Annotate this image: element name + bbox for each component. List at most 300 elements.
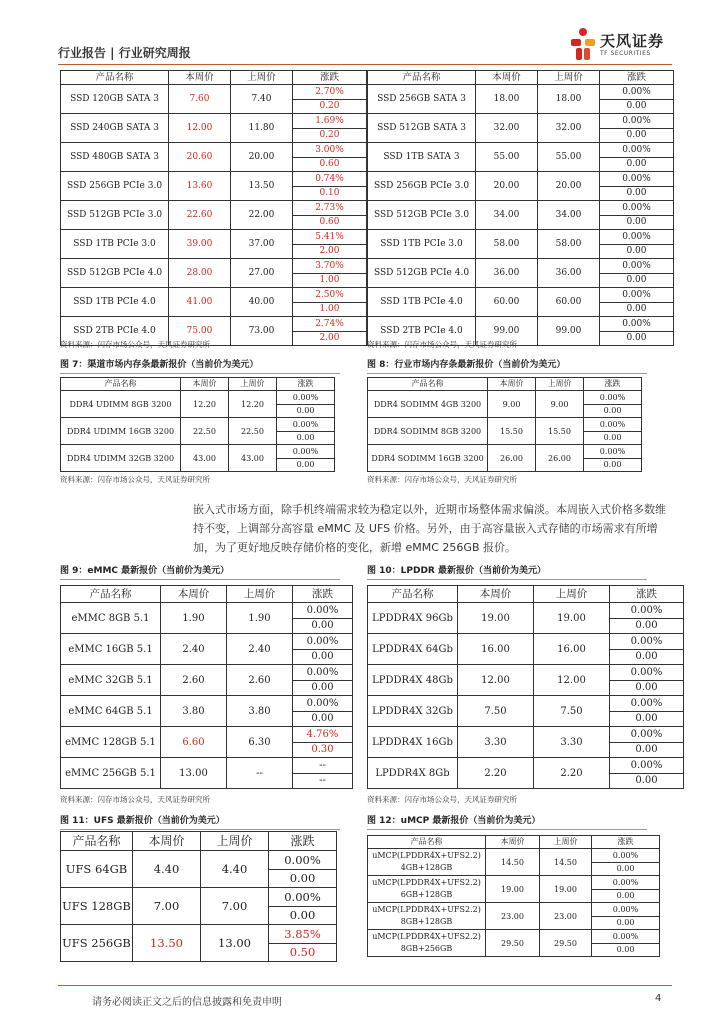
previous-price: 4.40	[221, 862, 248, 876]
product-name: SSD 512GB PCIe 3.0	[373, 210, 470, 220]
previous-price: 55.00	[555, 152, 582, 162]
figure-caption: 图 9：eMMC 最新报价（当前价为美元）	[60, 566, 230, 576]
table-row	[61, 391, 335, 418]
current-price: 28.00	[186, 268, 213, 278]
change-percent: 0.00%	[293, 697, 352, 712]
table-header-row	[61, 832, 337, 851]
column-header: 产品名称	[104, 379, 137, 388]
product-name: eMMC 32GB 5.1	[68, 674, 153, 686]
table-row	[368, 696, 684, 727]
previous-price: 19.00	[557, 612, 586, 624]
table-header-row	[368, 586, 684, 603]
change-amount: 0.60	[319, 216, 340, 227]
change-amount: 0.00	[635, 712, 658, 724]
caption-rule	[60, 829, 340, 830]
table-row	[368, 114, 674, 143]
previous-price: --	[256, 767, 263, 779]
current-price: 18.00	[493, 94, 520, 104]
current-price: 20.00	[493, 181, 520, 191]
current-price: 75.00	[186, 326, 213, 336]
previous-price: 73.00	[248, 326, 275, 336]
previous-price: 7.00	[221, 899, 248, 913]
previous-price: 6.30	[248, 736, 271, 748]
current-price: 55.00	[493, 152, 520, 162]
previous-price: 3.30	[560, 736, 583, 748]
report-category: 行业报告 | 行业研究周报	[58, 46, 191, 60]
previous-price: 12.20	[241, 399, 264, 409]
change-percent: 0.00%	[610, 728, 683, 743]
change-percent: 0.00%	[277, 419, 334, 432]
caption-rule	[60, 373, 340, 374]
table-row	[368, 391, 642, 418]
column-header: 上周价	[547, 379, 572, 388]
product-name: SSD 512GB PCIe 3.0	[66, 210, 163, 220]
previous-price: 58.00	[555, 239, 582, 249]
column-header: 涨跌	[626, 72, 646, 83]
current-price: 12.20	[193, 399, 216, 409]
change-amount: 0.30	[311, 743, 334, 755]
change-percent: 0.00%	[592, 850, 659, 863]
current-price: 58.00	[493, 239, 520, 249]
source-note: 资料来源：闪存市场公众号，天风证券研究所	[367, 340, 517, 349]
change-amount: 0.20	[319, 129, 340, 140]
table-row	[61, 143, 367, 172]
change-percent: 1.69%	[293, 115, 366, 129]
body-paragraph: 嵌入式市场方面，除手机终端需求较为稳定以外，近期市场整体需求偏淡。本周嵌入式价格多数维持不变，上调部分高容量 eMMC 及 UFS 价格。另外，由于高容量嵌入式存储的市场需求有所增加，为了更好地反映存储价格的变化，新增 eMMC 256GB 报价。	[193, 503, 666, 554]
change-percent: 3.00%	[293, 144, 366, 158]
current-price: 13.60	[186, 181, 213, 191]
figure-caption: 图 7：渠道市场内存条最新报价（当前价为美元）	[60, 360, 259, 370]
table-row	[61, 172, 367, 201]
logo-subtext: TF SECURITIES	[600, 50, 651, 57]
header-rule	[58, 64, 672, 65]
column-header: 涨跌	[290, 834, 315, 848]
change-percent: 0.00%	[610, 666, 683, 681]
previous-price: 27.00	[248, 268, 275, 278]
change-amount: 0.00	[296, 459, 315, 469]
table-header-row	[61, 586, 353, 603]
current-price: 20.60	[186, 152, 213, 162]
product-name: UFS 128GB	[62, 899, 131, 913]
table-row	[61, 288, 367, 317]
column-header: 涨跌	[312, 588, 333, 600]
change-percent: 0.00%	[600, 231, 673, 245]
current-price: 3.30	[484, 736, 507, 748]
logo-icon	[568, 26, 598, 62]
table-row	[61, 851, 337, 888]
column-header: 产品名称	[89, 588, 132, 600]
table-row	[368, 445, 642, 472]
ufs-table-panel	[60, 831, 337, 962]
column-header: 本周价	[499, 379, 524, 388]
product-name: DDR4 SODIMM 4GB 3200	[373, 399, 482, 409]
change-percent: 0.00%	[293, 604, 352, 619]
table-row	[61, 114, 367, 143]
change-amount: 0.00	[311, 619, 334, 631]
product-name: SSD 256GB PCIe 3.0	[66, 181, 163, 191]
table-row	[368, 876, 660, 903]
ssd-industry-table	[367, 70, 674, 346]
previous-price: 9.00	[550, 399, 569, 409]
column-header: 产品名称	[72, 834, 121, 848]
product-name: uMCP(LPDDR4X+UFS2.2)	[372, 905, 481, 914]
change-amount: 0.00	[296, 405, 315, 415]
previous-price: 32.00	[555, 123, 582, 133]
umcp-table	[367, 835, 660, 957]
caption-rule	[367, 579, 647, 580]
current-price: 29.50	[501, 938, 524, 948]
previous-price: 18.00	[555, 94, 582, 104]
table-row	[368, 230, 674, 259]
table-row	[61, 230, 367, 259]
change-percent: --	[293, 759, 352, 774]
current-price: 7.00	[153, 899, 180, 913]
change-amount: 0.00	[626, 187, 647, 198]
current-price: 16.00	[481, 643, 510, 655]
current-price: 7.50	[484, 705, 507, 717]
previous-price: 20.00	[248, 152, 275, 162]
change-amount: 0.00	[635, 774, 658, 786]
product-name: SSD 512GB SATA 3	[377, 123, 466, 133]
change-percent: 0.74%	[293, 173, 366, 187]
product-name: SSD 240GB SATA 3	[70, 123, 159, 133]
change-amount: 0.00	[296, 432, 315, 442]
product-name: SSD 1TB PCIe 3.0	[73, 239, 156, 249]
column-header: 上周价	[216, 834, 253, 848]
product-name: SSD 1TB SATA 3	[383, 152, 460, 162]
current-price: 19.00	[501, 884, 524, 894]
lpddr-table-panel	[367, 585, 684, 789]
product-name: eMMC 8GB 5.1	[71, 612, 150, 624]
change-percent: 0.00%	[600, 318, 673, 332]
current-price: 15.50	[500, 426, 523, 436]
column-header: 涨跌	[617, 837, 634, 846]
table-row	[368, 418, 642, 445]
product-name: SSD 512GB PCIe 4.0	[66, 268, 163, 278]
change-amount: 2.00	[319, 332, 340, 343]
ssd-channel-table	[60, 70, 367, 346]
change-amount: 0.60	[319, 158, 340, 169]
change-percent: 0.00%	[592, 904, 659, 917]
change-amount: 0.00	[311, 650, 334, 662]
table-row	[368, 903, 660, 930]
product-name: eMMC 256GB 5.1	[65, 767, 156, 779]
change-percent: 5.41%	[293, 231, 366, 245]
product-name: uMCP(LPDDR4X+UFS2.2)	[372, 878, 481, 887]
change-amount: 0.00	[635, 619, 658, 631]
change-amount: 0.00	[626, 274, 647, 285]
figure-caption: 图 10：LPDDR 最新报价（当前价为美元）	[367, 566, 546, 576]
product-name: SSD 256GB PCIe 3.0	[373, 181, 470, 191]
product-name: eMMC 16GB 5.1	[68, 643, 153, 655]
change-percent: 0.00%	[600, 202, 673, 216]
table-row	[368, 727, 684, 758]
table-row	[368, 634, 684, 665]
table-row	[61, 259, 367, 288]
table-row	[61, 758, 353, 789]
change-percent: 0.00%	[584, 419, 641, 432]
change-amount: 0.50	[289, 944, 316, 959]
column-header: 上周价	[553, 837, 578, 846]
umcp-table-panel	[367, 835, 660, 957]
current-price: 13.50	[150, 936, 183, 950]
current-price: 7.60	[189, 94, 210, 104]
table-row	[368, 930, 660, 957]
table-header-row	[368, 836, 660, 849]
column-header: 上周价	[247, 72, 276, 83]
change-percent: 2.70%	[293, 86, 366, 100]
table-row	[368, 288, 674, 317]
product-config: 8GB+256GB	[400, 944, 453, 953]
udimm-table	[60, 377, 335, 472]
change-amount: 0.00	[626, 245, 647, 256]
product-name: uMCP(LPDDR4X+UFS2.2)	[372, 851, 481, 860]
previous-price: 23.00	[554, 911, 577, 921]
figure-caption: 图 12：uMCP 最新报价（当前价为美元）	[367, 816, 541, 826]
column-header: 涨跌	[319, 72, 339, 83]
figure-caption: 图 11：UFS 最新报价（当前价为美元）	[60, 816, 225, 826]
previous-price: 36.00	[555, 268, 582, 278]
current-price: 60.00	[493, 297, 520, 307]
change-amount: 0.00	[626, 216, 647, 227]
previous-price: 29.50	[554, 938, 577, 948]
footer-disclaimer: 请务必阅读正文之后的信息披露和免责申明	[92, 997, 282, 1008]
table-row	[61, 201, 367, 230]
column-header: 上周价	[243, 588, 276, 600]
current-price: 14.50	[501, 857, 524, 867]
previous-price: 60.00	[555, 297, 582, 307]
column-header: 上周价	[554, 72, 583, 83]
change-percent: 3.85%	[269, 926, 336, 944]
table-row	[61, 634, 353, 665]
previous-price: 15.50	[548, 426, 571, 436]
product-name: SSD 512GB PCIe 4.0	[373, 268, 470, 278]
current-price: 36.00	[493, 268, 520, 278]
current-price: 9.00	[502, 399, 521, 409]
source-note: 资料来源：闪存市场公众号，天风证券研究所	[60, 475, 210, 484]
sodimm-table-panel	[367, 377, 642, 472]
change-amount: 0.00	[635, 681, 658, 693]
product-name: SSD 480GB SATA 3	[70, 152, 159, 162]
change-amount: 0.00	[626, 332, 647, 343]
column-header: 本周价	[177, 588, 210, 600]
product-name: SSD 120GB SATA 3	[70, 94, 159, 104]
table-row	[61, 665, 353, 696]
table-row	[61, 696, 353, 727]
current-price: 2.40	[182, 643, 205, 655]
change-percent: 0.00%	[293, 666, 352, 681]
change-percent: 0.00%	[610, 759, 683, 774]
current-price: 2.60	[182, 674, 205, 686]
product-name: eMMC 64GB 5.1	[68, 705, 153, 717]
change-percent: 3.70%	[293, 260, 366, 274]
change-percent: 0.00%	[277, 392, 334, 405]
table-row	[61, 418, 335, 445]
previous-price: 99.00	[555, 326, 582, 336]
column-header: 涨跌	[297, 379, 314, 388]
current-price: 2.20	[484, 767, 507, 779]
udimm-table-panel	[60, 377, 335, 472]
current-price: 41.00	[186, 297, 213, 307]
previous-price: 43.00	[241, 453, 264, 463]
product-name: LPDDR4X 48Gb	[372, 674, 453, 686]
table-row	[61, 925, 337, 962]
change-percent: 2.73%	[293, 202, 366, 216]
product-config: 8GB+128GB	[400, 917, 453, 926]
change-amount: 0.00	[603, 459, 622, 469]
product-name: SSD 2TB PCIe 4.0	[380, 326, 463, 336]
footer-rule	[58, 985, 672, 986]
product-name: UFS 256GB	[62, 936, 131, 950]
previous-price: 14.50	[554, 857, 577, 867]
current-price: 32.00	[493, 123, 520, 133]
ufs-table	[60, 831, 337, 962]
change-percent: 0.00%	[269, 852, 336, 870]
change-amount: 0.00	[311, 681, 334, 693]
current-price: 12.00	[186, 123, 213, 133]
change-percent: 0.00%	[600, 144, 673, 158]
column-header: 产品名称	[95, 72, 134, 83]
page-number: 4	[655, 993, 662, 1004]
product-name: SSD 256GB SATA 3	[377, 94, 466, 104]
change-percent: 0.00%	[584, 392, 641, 405]
column-header: 涨跌	[636, 588, 657, 600]
product-name: UFS 64GB	[65, 862, 128, 876]
table-header-row	[368, 378, 642, 391]
product-name: LPDDR4X 8Gb	[375, 767, 450, 779]
sodimm-table	[367, 377, 642, 472]
change-amount: 0.00	[626, 303, 647, 314]
change-percent: 0.00%	[592, 877, 659, 890]
change-percent: 0.00%	[584, 446, 641, 459]
change-percent: 0.00%	[600, 173, 673, 187]
column-header: 涨跌	[604, 379, 621, 388]
change-amount: 0.00	[626, 129, 647, 140]
current-price: 22.50	[193, 426, 216, 436]
table-row	[61, 445, 335, 472]
previous-price: 34.00	[555, 210, 582, 220]
column-header: 产品名称	[391, 588, 434, 600]
emmc-table	[60, 585, 353, 789]
product-name: LPDDR4X 16Gb	[372, 736, 453, 748]
previous-price: 11.80	[248, 123, 275, 133]
change-percent: 0.00%	[269, 889, 336, 907]
table-row	[368, 758, 684, 789]
table-row	[61, 727, 353, 758]
ssd-industry-table-panel	[367, 70, 674, 346]
previous-price: 2.20	[560, 767, 583, 779]
ssd-channel-table-panel	[60, 70, 367, 346]
source-note: 资料来源：闪存市场公众号，天风证券研究所	[60, 795, 210, 804]
table-row	[368, 201, 674, 230]
change-amount: 0.00	[626, 158, 647, 169]
previous-price: 3.80	[248, 705, 271, 717]
figure-caption: 图 8：行业市场内存条最新报价（当前价为美元）	[367, 360, 566, 370]
source-note: 资料来源：闪存市场公众号，天风证券研究所	[367, 795, 517, 804]
logo-text: 天风证券	[600, 32, 665, 50]
change-percent: 0.00%	[600, 289, 673, 303]
change-percent: 0.00%	[600, 115, 673, 129]
column-header: 上周价	[555, 588, 588, 600]
previous-price: 37.00	[248, 239, 275, 249]
column-header: 上周价	[240, 379, 265, 388]
previous-price: 7.40	[251, 94, 272, 104]
previous-price: 2.60	[248, 674, 271, 686]
product-name: LPDDR4X 96Gb	[372, 612, 453, 624]
current-price: 99.00	[493, 326, 520, 336]
table-row	[368, 172, 674, 201]
product-name: DDR4 UDIMM 32GB 3200	[66, 453, 175, 463]
table-row	[368, 665, 684, 696]
current-price: 19.00	[481, 612, 510, 624]
change-percent: 0.00%	[610, 604, 683, 619]
change-amount: 0.00	[603, 432, 622, 442]
product-name: LPDDR4X 64Gb	[372, 643, 453, 655]
previous-price: 20.00	[555, 181, 582, 191]
column-header: 本周价	[500, 837, 525, 846]
previous-price: 12.00	[557, 674, 586, 686]
current-price: 26.00	[500, 453, 523, 463]
table-header-row	[61, 71, 367, 85]
caption-rule	[60, 579, 340, 580]
table-header-row	[61, 378, 335, 391]
previous-price: 19.00	[554, 884, 577, 894]
product-name: SSD 1TB PCIe 3.0	[380, 239, 463, 249]
product-name: DDR4 UDIMM 16GB 3200	[66, 426, 175, 436]
product-name: DDR4 SODIMM 16GB 3200	[371, 453, 484, 463]
change-amount: 0.00	[616, 890, 635, 900]
product-name: DDR4 UDIMM 8GB 3200	[69, 399, 172, 409]
emmc-table-panel	[60, 585, 353, 789]
product-name: eMMC 128GB 5.1	[65, 736, 156, 748]
change-amount: 0.00	[635, 743, 658, 755]
column-header: 本周价	[192, 379, 217, 388]
change-amount: 0.00	[289, 907, 316, 922]
change-amount: 0.10	[319, 187, 340, 198]
table-row	[61, 888, 337, 925]
column-header: 产品名称	[402, 72, 441, 83]
product-name: SSD 1TB PCIe 4.0	[73, 297, 156, 307]
current-price: 3.80	[182, 705, 205, 717]
table-row	[368, 85, 674, 114]
product-name: SSD 2TB PCIe 4.0	[73, 326, 156, 336]
current-price: 6.60	[182, 736, 205, 748]
product-name: DDR4 SODIMM 8GB 3200	[373, 426, 482, 436]
change-percent: 2.50%	[293, 289, 366, 303]
change-percent: 2.74%	[293, 318, 366, 332]
table-row	[368, 143, 674, 172]
change-percent: 4.76%	[293, 728, 352, 743]
column-header: 产品名称	[411, 379, 444, 388]
change-amount: 0.00	[635, 650, 658, 662]
lpddr-table	[367, 585, 684, 789]
previous-price: 22.00	[248, 210, 275, 220]
current-price: 39.00	[186, 239, 213, 249]
previous-price: 13.00	[218, 936, 251, 950]
change-amount: 0.00	[603, 405, 622, 415]
source-note: 资料来源：闪存市场公众号，天风证券研究所	[367, 475, 517, 484]
current-price: 1.90	[182, 612, 205, 624]
product-config: 4GB+128GB	[400, 863, 453, 872]
change-amount: 0.20	[319, 100, 340, 111]
current-price: 43.00	[193, 453, 216, 463]
change-amount: 0.00	[289, 870, 316, 885]
product-name: uMCP(LPDDR4X+UFS2.2)	[372, 932, 481, 941]
change-amount: 0.00	[626, 100, 647, 111]
current-price: 23.00	[501, 911, 524, 921]
change-amount: --	[319, 774, 326, 786]
current-price: 34.00	[493, 210, 520, 220]
